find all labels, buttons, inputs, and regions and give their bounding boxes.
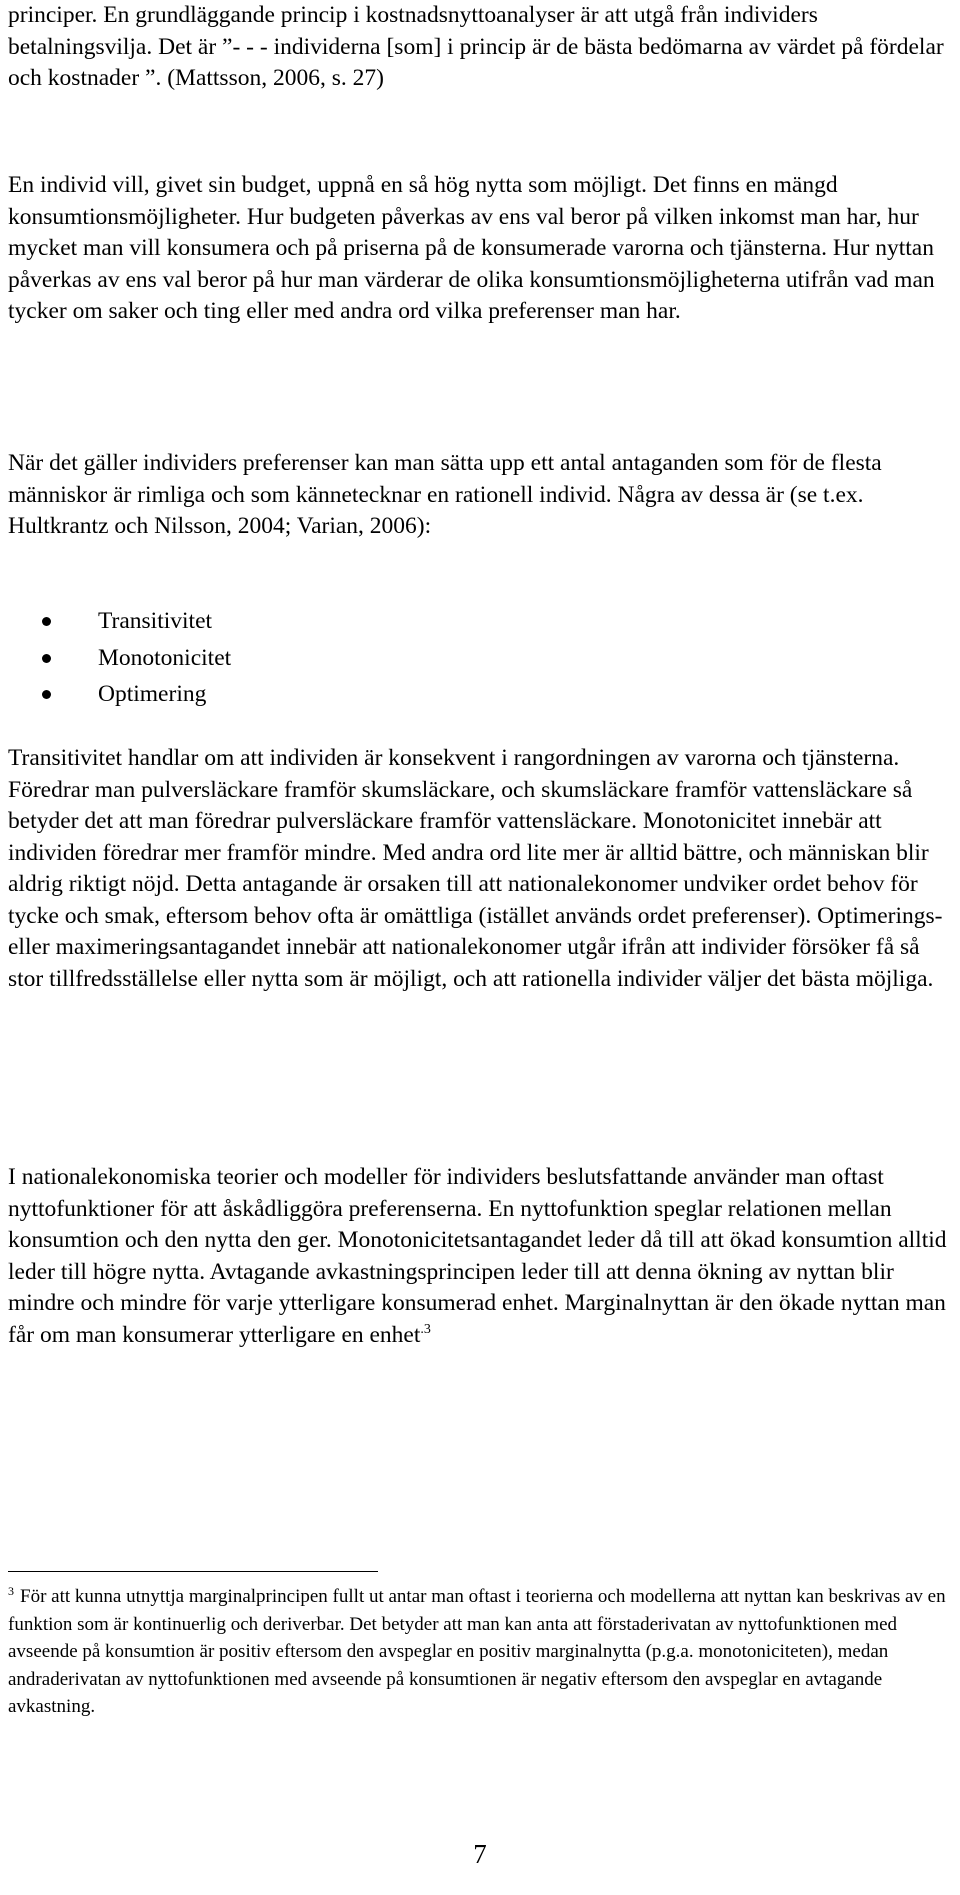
footnote-reference[interactable]: .3 <box>420 1321 431 1337</box>
footnote-divider <box>8 1571 378 1572</box>
paragraph-utility-functions-text: I nationalekonomiska teorier och modeller för individers beslutsfattande använder man oftast nyttofunktioner för att åskådliggöra preferenserna. En nyttofunktion speglar relationen mellan konsumtion och den nytta den ger. Monotonicitetsantagandet leder då till att ökad konsumtion alltid leder till högre nytta. Avtagande avkastningsprincipen leder till att denna ökning av nyttan blir mindre och mindre för varje ytterligare konsumerad enhet. Marginalnyttan är den ökade nyttan man får om man konsumerar ytterligare en enhet <box>8 1164 947 1348</box>
paragraph-assumption-explanation: Transitivitet handlar om att individen är konsekvent i rangordningen av varorna och tjänsterna. Föredrar man pulversläckare framför skumsläckare, och skumsläckare framför vattensläckare så betyder det att man föredrar pulversläckare framför vattensläckare. Monotonicitet innebär att individen föredrar mer framför mindre. Med andra ord lite mer är alltid bättre, och människan blir aldrig riktigt nöjd. Detta antagande är orsaken till att nationalekonomer undviker ordet behov för tycke och smak, eftersom behov ofta är omättliga (istället används ordet preferenser). Optimerings- eller maximeringsantagandet innebär att nationalekonomer utgår ifrån att individer försöker få så stor tillfredsställelse eller nytta som är möjligt, och att rationella individer väljer det bästa möjliga. <box>8 745 943 992</box>
list-item <box>42 640 231 677</box>
paragraph-utility-functions <box>8 1162 948 1351</box>
bullet-icon <box>42 690 51 699</box>
list-item-label: Optimering <box>98 681 207 707</box>
page-number: 7 <box>473 1839 487 1869</box>
list-item-label: Monotonicitet <box>98 644 232 671</box>
list-item-label: Transitivitet <box>98 608 213 634</box>
bullet-icon <box>42 617 51 626</box>
footnote-text: För att kunna utnyttja marginalprincipen fullt ut antar man oftast i teorierna och modellerna att nyttan kan beskrivas av en funktion som är kontinuerlig och deriverbar. Det betyder att man kan anta att förstaderivatan av nyttofunktionen med avseende på konsumtion är positiv eftersom den avspeglar en positiv marginalnytta (p.g.a. monotoniciteten), medan andraderivatan av nyttofunktionen med avseende på konsumtionen är negativ eftersom den avspeglar en avtagande avkastning. <box>8 1586 946 1717</box>
footnote <box>8 1583 948 1721</box>
footnote-number: 3 <box>8 1583 14 1598</box>
paragraph-preferences: När det gäller individers preferenser kan man sätta upp ett antal antaganden som för de flesta människor är rimliga och som kännetecknar en rationell individ. Några av dessa är (se t.ex. Hultkrantz och Nilsson, 2004; Varian, 2006): <box>8 450 882 539</box>
list-item <box>42 676 231 713</box>
paragraph-top: principer. En grundläggande princip i kostnadsnyttoanalyser är att utgå från individers betalningsvilja. Det är ”- - - individerna [som] i princip är de bästa bedömarna av värdet på fördelar och kostnader ”. (Mattsson, 2006, s. 27) <box>8 2 944 91</box>
assumption-list <box>42 603 231 713</box>
bullet-icon <box>42 654 51 663</box>
list-item <box>42 603 231 640</box>
paragraph-individual-utility: En individ vill, givet sin budget, uppnå en så hög nytta som möjligt. Det finns en mängd konsumtionsmöjligheter. Hur budgeten påverkas av ens val beror på vilken inkomst man har, hur mycket man vill konsumera och på priserna på de konsumerade varorna och tjänsterna. Hur nyttan påverkas av ens val beror på hur man värderar de olika konsumtionsmöjligheterna utifrån vad man tycker om saker och ting eller med andra ord vilka preferenser man har. <box>8 172 935 324</box>
